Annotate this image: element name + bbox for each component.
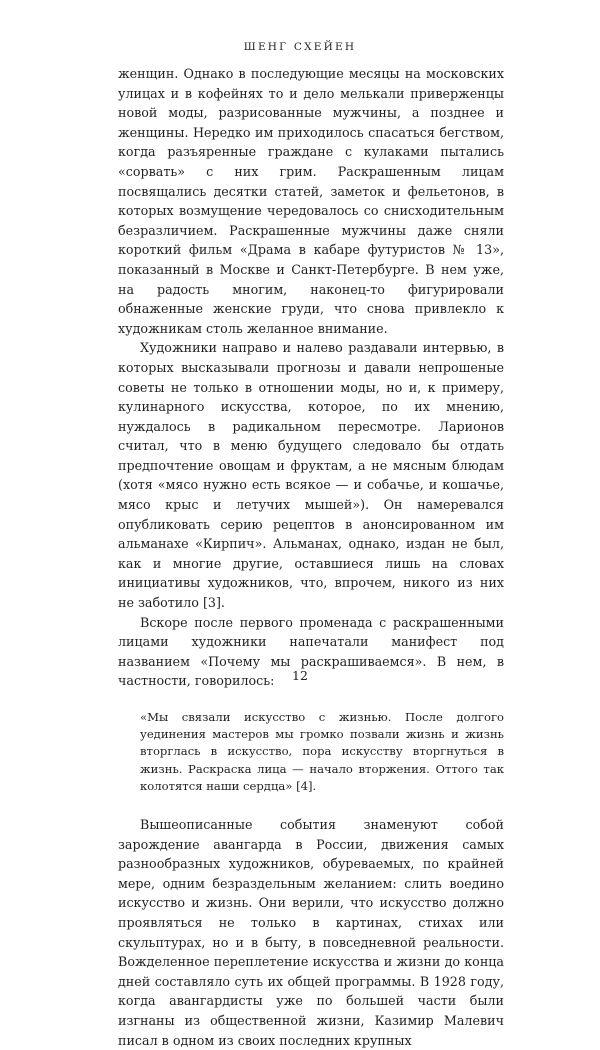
running-head: ШЕНГ СХЕЙЕН bbox=[243, 41, 357, 53]
paragraph-avant-garde: Вышеописанные события знаменуют собой зарождение авангарда в России, движения самых разнообразных художников, обуреваемых, по крайней мере, одним безраздельным желанием: слить воедино искусство и жизнь. Они верили, что искусство должно проявляться не только в картинах, стихах или скульптурах, но и в быту, в повседневной реальности. Вожделенное переплетение искусства и жизни до конца дней составляло суть их общей программы. В 1928 году, когда авангардисты уже по большей части были изгнаны из общественной жизни, Казимир Малевич писал в одном из своих последних крупных bbox=[118, 817, 504, 1048]
paragraph-interviews: Художники направо и налево раздавали интервью, в которых высказывали прогнозы и давали непрошеные советы не только в отношении моды, но и, к примеру, кулинарного искусства, которое, по их мнению, нуждалось в радикальном пересмотре. Ларионов считал, что в меню будущего следовало бы отдать предпочтение овощам и фруктам, а не мясным блюдам (хотя «мясо нужно есть всякое — и собачье, и кошачье, мясо крыс и летучих мышей»). Он намеревался опубликовать серию рецептов в анонсированном им альманахе «Кирпич». Альманах, однако, издан не был, как и многие другие, оставшиеся лишь на словах инициативы художников, что, впрочем, никого из них не заботило [3]. bbox=[118, 340, 504, 611]
paragraph-manifesto-intro: Вскоре после первого променада с раскрашенными лицами художники напечатали манифест под названием «Почему мы раскрашиваемся». В нем, в частности, говорилось: bbox=[118, 614, 504, 689]
paragraph-continued: женщин. Однако в последующие месяцы на московских улицах и в кофейнях то и дело мелькали приверженцы новой моды, разрисованные мужчины, а позднее и женщины. Нередко им приходилось спасаться бегством, когда разъяренные граждане с кулаками пытались «сорвать» с них грим. Раскрашенным лицам посвящались десятки статей, заметок и фельетонов, в которых возмущение чередовалось со снисходительным безразличием. Раскрашенные мужчины даже сняли короткий фильм «Драма в кабаре футуристов № 13», показанный в Москве и Санкт-Петербурге. В нем уже, на радость многим, наконец-то фигурировали обнаженные женские груди, что снова привлекло к художникам столь желанное внимание. bbox=[118, 66, 504, 336]
page-number: 12 bbox=[292, 668, 308, 683]
body-text bbox=[118, 64, 504, 1050]
manifesto-quote: «Мы связали искусство с жизнью. После долгого уединения мастеров мы громко позвали жизнь и жизнь вторглась в искусство, пора искусству вторгнуться в жизнь. Раскраска лица — начало вторжения. Оттого так колотятся наши сердца» [4]. bbox=[140, 710, 504, 793]
